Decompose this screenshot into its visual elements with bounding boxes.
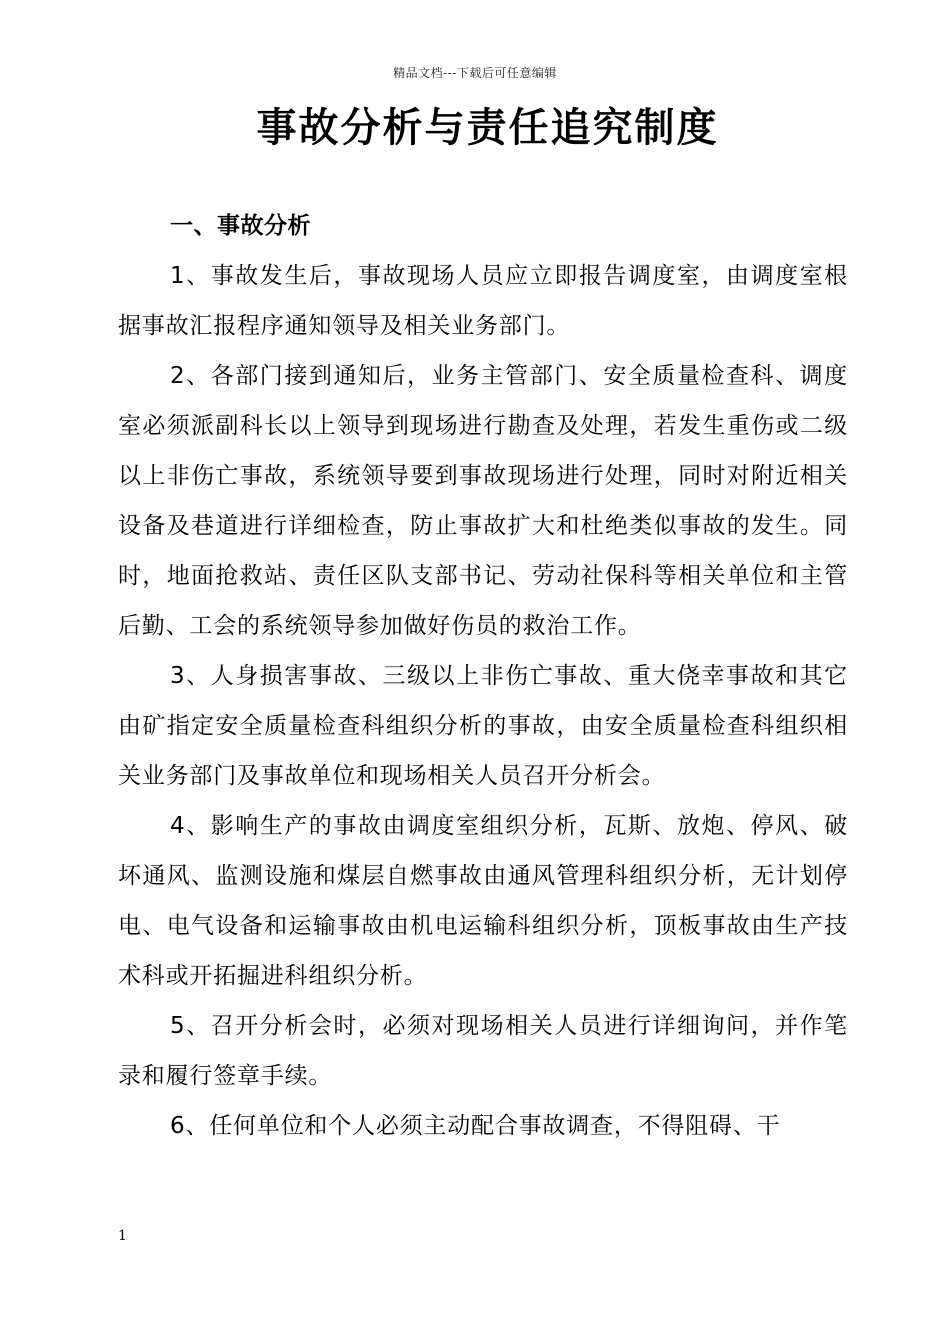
paragraph-6: 6、任何单位和个人必须主动配合事故调查，不得阻碍、干 xyxy=(170,1113,781,1139)
section-heading: 一、事故分析 xyxy=(170,213,311,239)
document-body xyxy=(118,201,848,1151)
paragraph-4: 4、影响生产的事故由调度室组织分析，瓦斯、放炮、停风、破坏通风、监测设施和煤层自燃事故由通风管理科组织分析，无计划停电、电气设备和运输事故由机电运输科组织分析，顶板事故由生产技术科或开拓掘进科组织分析。 xyxy=(118,813,848,989)
document-title: 事故分析与责任追究制度 xyxy=(256,105,719,151)
paragraph-1: 1、事故发生后，事故现场人员应立即报告调度室，由调度室根据事故汇报程序通知领导及相关业务部门。 xyxy=(118,263,848,339)
paragraph-3: 3、人身损害事故、三级以上非伤亡事故、重大侥幸事故和其它由矿指定安全质量检查科组织分析的事故，由安全质量检查科组织相关业务部门及事故单位和现场相关人员召开分析会。 xyxy=(118,663,848,789)
header-note: 精品文档---下载后可任意编辑 xyxy=(393,66,557,80)
paragraph-5: 5、召开分析会时，必须对现场相关人员进行详细询问，并作笔录和履行签章手续。 xyxy=(118,1013,848,1089)
paragraph-2: 2、各部门接到通知后，业务主管部门、安全质量检查科、调度室必须派副科长以上领导到现场进行勘查及处理，若发生重伤或二级以上非伤亡事故，系统领导要到事故现场进行处理，同时对附近相关设备及巷道进行详细检查，防止事故扩大和杜绝类似事故的发生。同时，地面抢救站、责任区队支部书记、劳动社保科等相关单位和主管后勤、工会的系统领导参加做好伤员的救治工作。 xyxy=(118,363,848,639)
page-number: 1 xyxy=(118,1228,127,1244)
